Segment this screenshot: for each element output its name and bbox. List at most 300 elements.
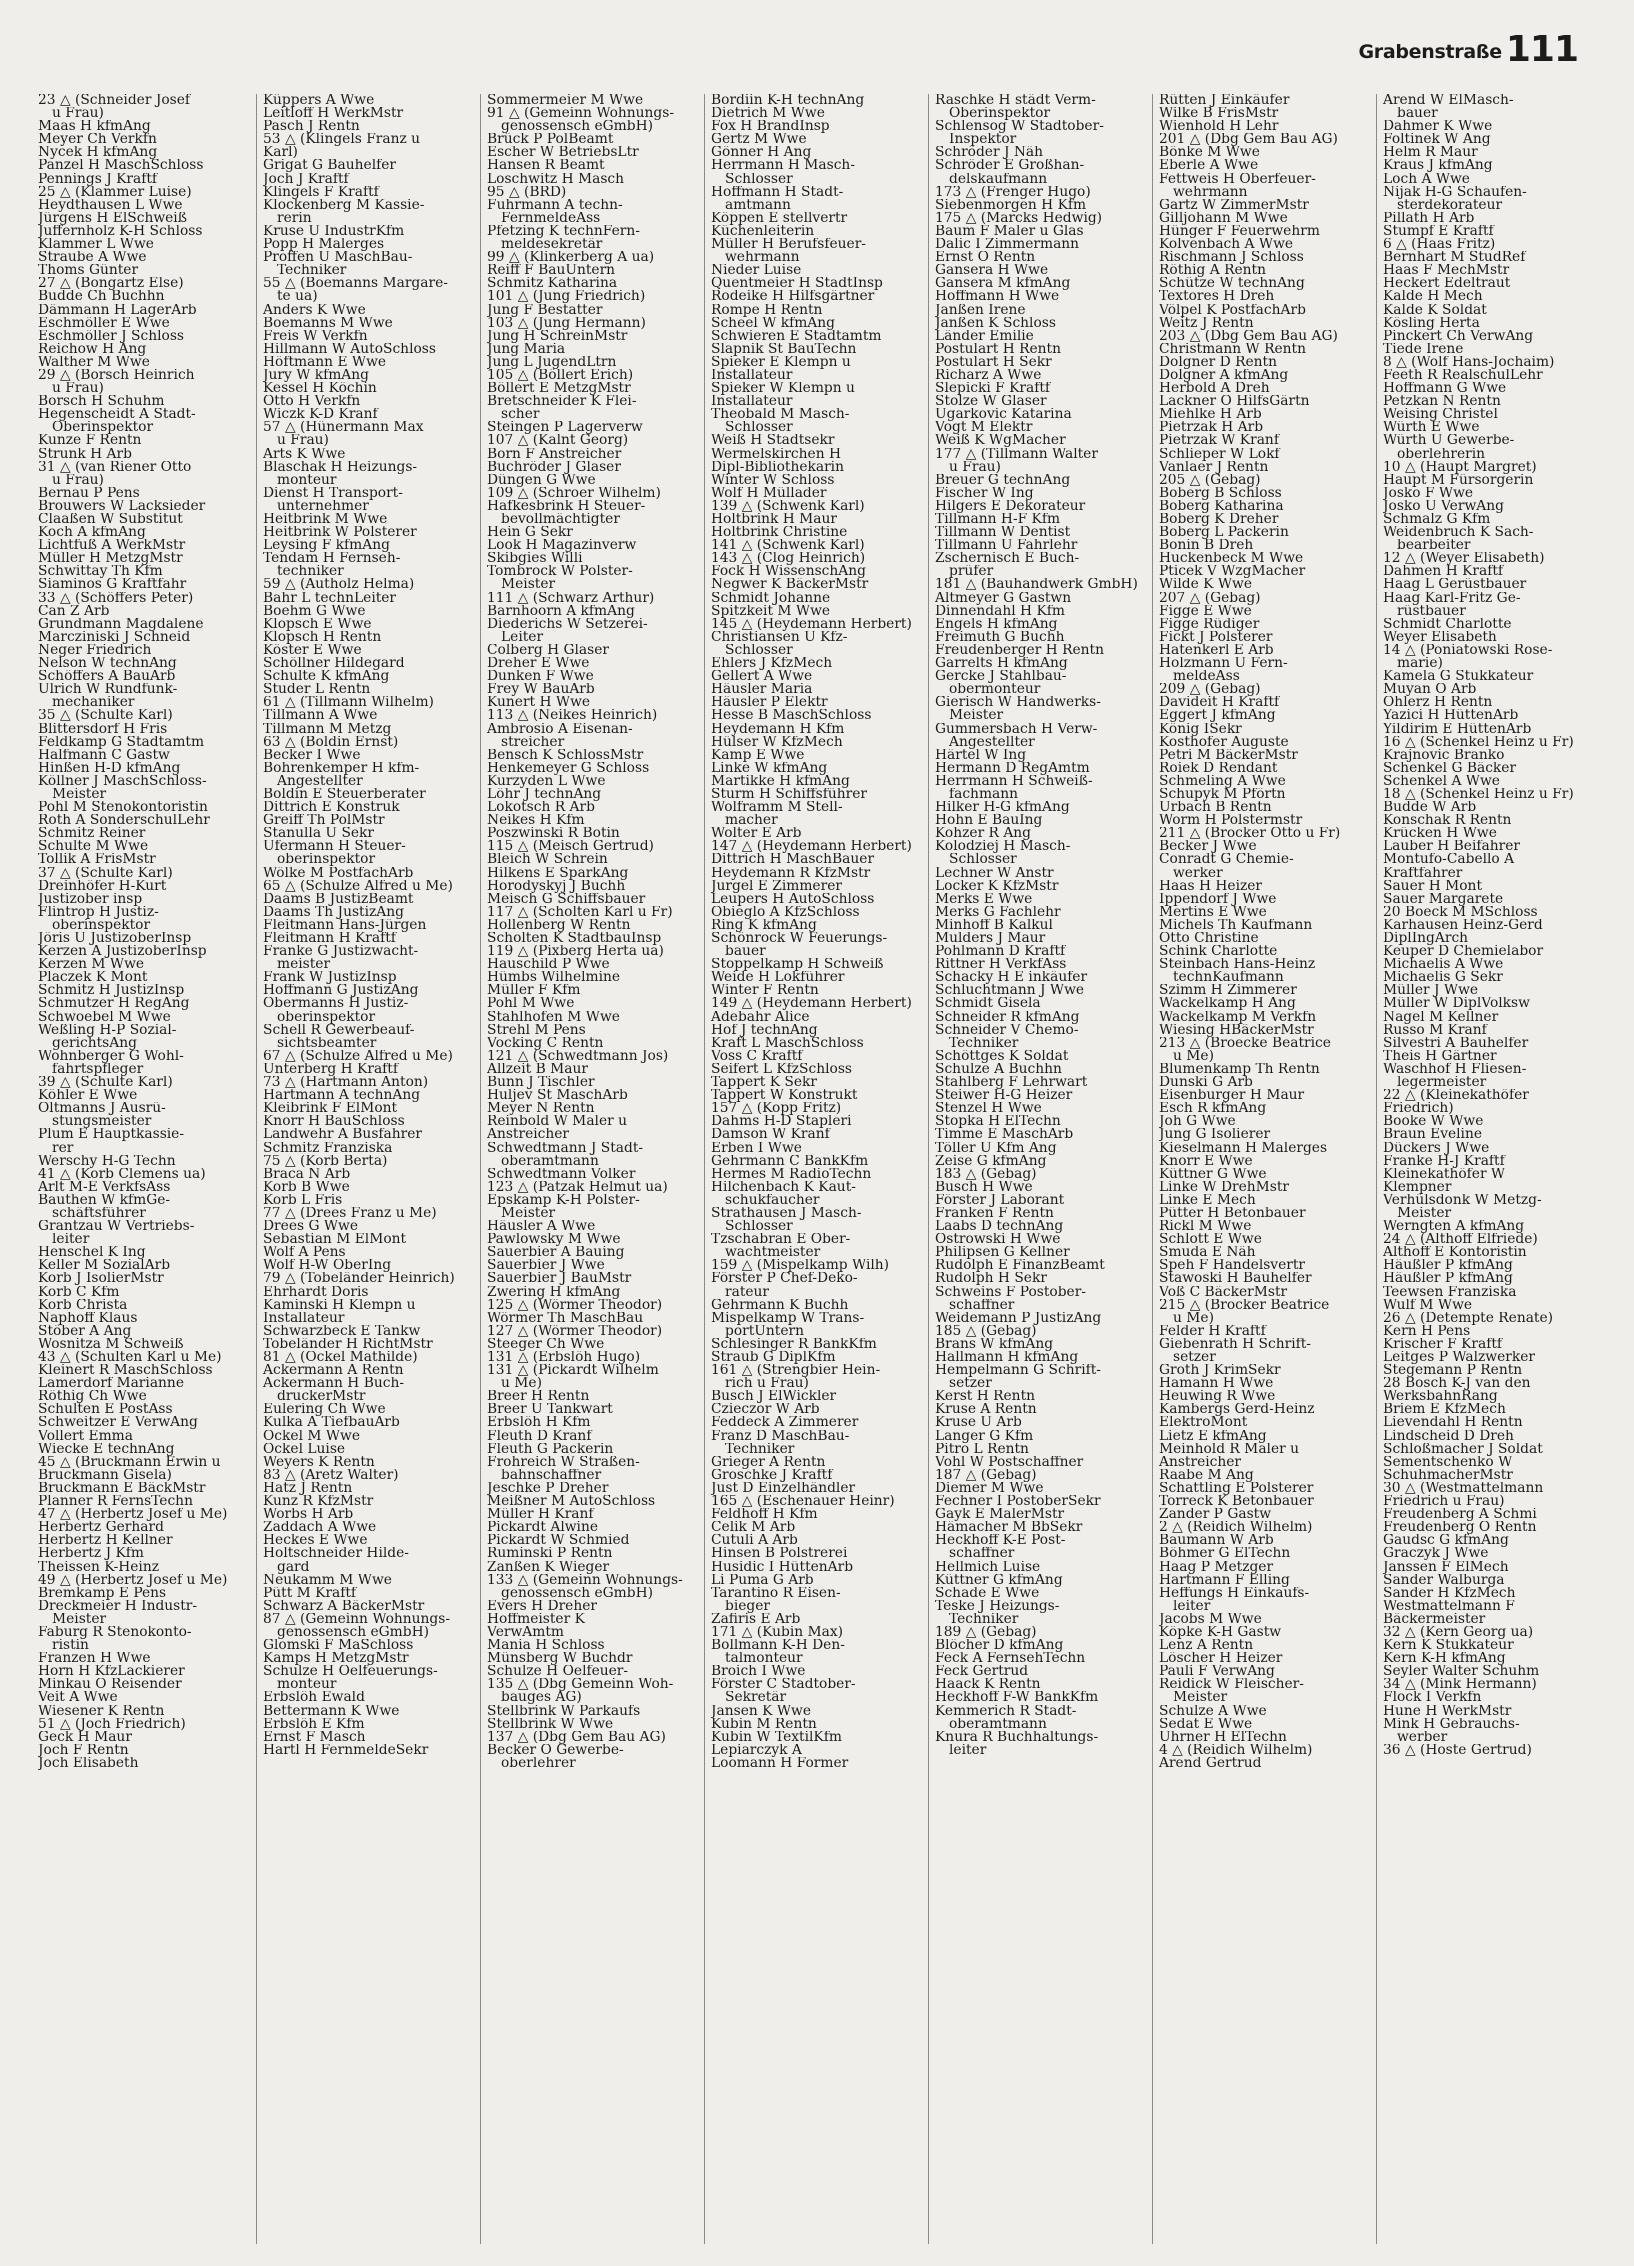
resident-entry: Linke W DrehMstr (1159, 1180, 1289, 1194)
resident-entry: Bensch K SchlossMstr (487, 748, 644, 762)
resident-entry: Smuda E Näh (1159, 1246, 1256, 1260)
house-number-entry: 63 △ (Boldin Ernst) (263, 735, 399, 749)
resident-entry: gerichtsAng (52, 1036, 137, 1050)
resident-entry: Barnhoorn A kfmAng (487, 604, 635, 618)
resident-entry: DiplIngArch (1383, 932, 1469, 946)
resident-entry: Dreher E Wwe (487, 657, 590, 671)
resident-entry: Strehl M Pens (487, 1023, 586, 1037)
resident-entry: Keuper D Chemielabor (1383, 945, 1544, 959)
resident-entry: Blumenkamp Th Rentn (1159, 1062, 1320, 1077)
resident-entry: Sauerbier J BauMstr (487, 1272, 632, 1286)
resident-entry: Holzmann U Fern- (1159, 657, 1288, 671)
resident-entry: Schacky H E inkäufer (935, 971, 1088, 985)
resident-entry: leiter (949, 1743, 987, 1757)
resident-entry: Tombrock W Polster- (487, 565, 633, 579)
resident-entry: Meister (949, 709, 1004, 723)
resident-entry: Hallmann H kfmAng (935, 1351, 1079, 1365)
resident-entry: Freimuth G Buchh (935, 630, 1065, 644)
resident-entry: Stawoski H Bauhelfer (1159, 1272, 1312, 1286)
resident-entry: oberlehrerin (1397, 447, 1486, 461)
resident-entry: Heydemann R KfzMstr (711, 866, 871, 880)
resident-entry: Jury W kfmAng (263, 368, 369, 383)
resident-entry: Herbold A Dreh (1159, 382, 1270, 396)
resident-entry: Schlott E Wwe (1159, 1233, 1262, 1247)
resident-entry: Franz D MaschBau- (711, 1429, 850, 1443)
resident-entry: Anders K Wwe (263, 303, 366, 317)
resident-entry: Schmitz H JustizInsp (38, 984, 185, 998)
resident-entry: Spitzkeit M Wwe (711, 604, 831, 618)
house-number-entry: 51 △ (Joch Friedrich) (38, 1717, 186, 1731)
resident-entry: Kerst H Rentn (935, 1390, 1035, 1404)
resident-entry: Förster C Stadtober- (711, 1678, 856, 1692)
resident-entry: Pticek V WzgMacher (1159, 565, 1306, 579)
house-number-entry: 111 △ (Schwarz Arthur) (487, 591, 655, 605)
resident-entry: Schlosser (725, 643, 793, 658)
resident-entry: Schmutzer H RegAng (38, 997, 190, 1011)
resident-entry: Schweitzer E VerwAng (38, 1416, 198, 1430)
resident-entry: Hein G Sekr (487, 526, 573, 540)
resident-entry: Gehrmann K Buchh (711, 1298, 849, 1312)
house-number-entry: 211 △ (Brocker Otto u Fr) (1159, 827, 1341, 841)
resident-entry: Gierisch W Handwerks- (935, 696, 1101, 710)
resident-entry: Waschhof H Fliesen- (1383, 1062, 1527, 1077)
resident-entry: Pohl M Stenokontoristin (38, 801, 208, 815)
resident-entry: Ernst F Masch (263, 1730, 366, 1744)
resident-entry: Ufermann H Steuer- (263, 840, 406, 854)
resident-entry: WerksbahnRang (1383, 1390, 1498, 1404)
resident-entry: u Me) (501, 1377, 542, 1391)
resident-entry: Küchenleiterin (711, 224, 815, 239)
resident-entry: Franke G Justizwacht- (263, 945, 419, 959)
resident-entry: marie) (1397, 657, 1443, 671)
resident-entry: Boberg B Schloss (1159, 486, 1282, 500)
resident-entry: Schattling E Polsterer (1159, 1481, 1314, 1496)
resident-entry: Mertins E Wwe (1159, 905, 1267, 919)
resident-entry: Leitges P Walzwerker (1383, 1351, 1535, 1365)
resident-entry: Husidic I HüttenArb (711, 1560, 854, 1574)
resident-entry: Dalic I Zimmermann (935, 238, 1080, 252)
resident-entry: Michaelis G Sekr (1383, 971, 1503, 985)
resident-entry: Borsch H Schuhm (38, 395, 165, 409)
resident-entry: Glomski F MaSchloss (263, 1639, 414, 1653)
resident-entry: Lindscheid D Dreh (1383, 1429, 1514, 1443)
resident-entry: Techniker (949, 1036, 1019, 1050)
resident-entry: Spieker E Klempn u (711, 355, 851, 369)
resident-entry: Stellbrink W Wwe (487, 1717, 614, 1731)
resident-entry: Schink Charlotte (1159, 945, 1278, 959)
resident-entry: Locker K KfzMstr (935, 879, 1059, 893)
resident-entry: Heuwing R Wwe (1159, 1390, 1276, 1404)
resident-entry: stungsmeister (52, 1115, 152, 1129)
resident-entry: Techniker (949, 1612, 1019, 1626)
resident-entry: Pohl M Wwe (487, 997, 575, 1011)
resident-entry: Schmitz Franziska (263, 1141, 393, 1155)
resident-entry: Jöris U JustizoberInsp (38, 932, 192, 946)
resident-entry: Krischer F Kraftf (1383, 1337, 1502, 1351)
resident-entry: Hartl H FernmeldeSekr (263, 1743, 429, 1757)
resident-entry: Heydemann H Kfm (711, 722, 845, 736)
resident-entry: Marcziniski J Schneid (38, 630, 191, 644)
resident-entry: Winter W Schloss (711, 473, 835, 487)
resident-entry: Eschmöller J Schloss (38, 329, 184, 343)
resident-entry: Wolf H-W OberIng (263, 1259, 392, 1273)
resident-entry: Boldin E Steuerberater (263, 787, 426, 802)
resident-entry: Schneider R kfmAng (935, 1010, 1080, 1024)
resident-entry: Schmidt Charlotte (1383, 617, 1512, 631)
house-number-entry: 207 △ (Gebag) (1159, 591, 1261, 605)
resident-entry: Häußler P kfmAng (1383, 1272, 1513, 1286)
resident-entry: Poszwinski R Botin (487, 827, 620, 841)
house-number-entry: 45 △ (Bruckmann Erwin u (38, 1455, 221, 1469)
resident-entry: Schluchtmann J Wwe (935, 984, 1085, 998)
house-number-entry: 137 △ (Dbg Gem Bau AG) (487, 1730, 666, 1744)
house-number-entry: 35 △ (Schulte Karl) (38, 709, 173, 723)
resident-entry: Kessel H Köchin (263, 382, 377, 396)
resident-entry: Fechner I PostoberSekr (935, 1495, 1101, 1509)
resident-entry: werker (1173, 866, 1223, 880)
directory-column-5 (928, 94, 1152, 2244)
resident-entry: Müller H MetzgMstr (38, 552, 183, 566)
resident-entry: Postulart H Rentn (935, 342, 1061, 356)
resident-entry: Korb J IsolierMstr (38, 1272, 164, 1286)
resident-entry: Figge E Wwe (1159, 604, 1252, 618)
resident-entry: Strathausen J Masch- (711, 1206, 862, 1221)
resident-entry: Frey W BauArb (487, 683, 595, 697)
resident-entry: Weidenbruch K Sach- (1383, 526, 1534, 540)
resident-entry: Pauli F VerwAng (1159, 1665, 1275, 1679)
resident-entry: Petri M BäckerMstr (1159, 748, 1298, 762)
resident-entry: Montufo-Cabello A (1383, 853, 1515, 867)
resident-entry: Tillmann H-F Kfm (935, 513, 1061, 527)
resident-entry: Jurgel E Zimmerer (711, 879, 842, 893)
resident-entry: Franke H-J Kraftf (1383, 1154, 1505, 1168)
resident-entry: Sauer Margarete (1383, 892, 1504, 906)
resident-entry: Kolodziej H Masch- (935, 840, 1071, 854)
resident-entry: Jacobs M Wwe (1159, 1612, 1262, 1626)
resident-entry: Lievendahl H Rentn (1383, 1416, 1523, 1430)
resident-entry: Gaudsc G kfmAng (1383, 1534, 1509, 1548)
resident-entry: Hegenscheidt A Stadt- (38, 408, 196, 422)
resident-entry: Siebenmorgen H Kfm (935, 198, 1087, 212)
resident-entry: Teske J Heizungs- (935, 1599, 1060, 1613)
resident-entry: Hilker H-G kfmAng (935, 801, 1070, 815)
resident-entry: Kern K Stukkateur (1383, 1639, 1514, 1653)
resident-entry: Korb B Wwe (263, 1180, 350, 1194)
house-number-entry: 145 △ (Heydemann Herbert) (711, 617, 912, 631)
resident-entry: Müller H Kranf (487, 1508, 594, 1522)
resident-entry: Figge Rüdiger (1159, 617, 1260, 631)
house-number-entry: 109 △ (Schroer Wilhelm) (487, 486, 661, 500)
resident-entry: Installateur (711, 368, 793, 383)
resident-entry: Schmitz Reiner (38, 827, 146, 841)
resident-entry: Kleinert R MaschSchloss (38, 1364, 213, 1378)
resident-entry: streicher (501, 735, 565, 749)
resident-entry: Eberle A Wwe (1159, 159, 1259, 173)
resident-entry: Stopka H ElTechn (935, 1115, 1061, 1129)
resident-entry: Stoppelkamp H Schweiß (711, 958, 884, 972)
resident-entry: Grundmann Magdalene (38, 617, 204, 631)
resident-entry: setzer (1173, 1351, 1216, 1365)
resident-entry: Christiansen U Kfz- (711, 630, 848, 644)
resident-entry: Skibgies Willi (487, 552, 583, 566)
resident-entry: Schmitz Katharina (487, 277, 618, 291)
resident-entry: Kosthofer Auguste (1159, 735, 1289, 749)
resident-entry: Cutuli A Arb (711, 1534, 798, 1548)
resident-entry: schäftsführer (52, 1206, 146, 1221)
resident-entry: Schöllner Hildegard (263, 657, 405, 671)
resident-entry: Lenz A Rentn (1159, 1639, 1254, 1653)
resident-entry: Nycek H kfmAng (38, 146, 158, 160)
house-number-entry: 39 △ (Schulte Karl) (38, 1076, 173, 1090)
resident-entry: Tillmann W Dentist (935, 526, 1071, 540)
resident-entry: Oltmanns J Ausrü- (38, 1102, 166, 1116)
resident-entry: Franken F Rentn (935, 1206, 1054, 1221)
house-number-entry: 95 △ (BRD) (487, 185, 567, 199)
resident-entry: u Frau) (52, 107, 104, 121)
resident-entry: Klopsch E Wwe (263, 617, 372, 631)
resident-entry: Slapnik St BauTechn (711, 342, 857, 356)
resident-entry: Lechner W Anstr (935, 866, 1054, 880)
resident-entry: Martikke H kfmAng (711, 774, 850, 788)
resident-entry: Naphoff Klaus (38, 1311, 138, 1325)
resident-entry: Klempner (1383, 1180, 1452, 1194)
resident-entry: oberinspektor (52, 918, 151, 932)
house-number-entry: 65 △ (Schulze Alfred u Me) (263, 879, 453, 893)
resident-entry: Raabe M Ang (1159, 1468, 1254, 1482)
resident-entry: Czieczor W Arb (711, 1403, 820, 1417)
resident-entry: Ockel M Wwe (263, 1429, 361, 1443)
resident-entry: rüstbauer (1397, 604, 1466, 618)
resident-entry: Wörmer Th MaschBau (487, 1311, 644, 1325)
resident-entry: Joh G Wwe (1159, 1115, 1236, 1129)
resident-entry: Schmidt Johanne (711, 591, 831, 605)
house-number-entry: 57 △ (Hünermann Max (263, 421, 424, 435)
resident-entry: Hamann H Wwe (1159, 1377, 1274, 1391)
resident-entry: Steiwer H-G Heizer (935, 1089, 1073, 1103)
resident-entry: Häusler Maria (711, 683, 813, 697)
resident-entry: obermonteur (949, 683, 1041, 697)
resident-entry: Schlosser (725, 172, 793, 186)
resident-entry: Kalde H Mech (1383, 290, 1483, 304)
resident-entry: Schneider V Chemo- (935, 1023, 1079, 1037)
resident-entry: portUntern (725, 1324, 804, 1338)
resident-entry: u Me) (1173, 1049, 1214, 1063)
resident-entry: Uhrner H ElTechn (1159, 1730, 1287, 1744)
resident-entry: Hof J technAng (711, 1023, 818, 1037)
resident-entry: Hillmann W AutoSchloss (263, 342, 436, 356)
resident-entry: rich u Frau) (725, 1377, 809, 1391)
resident-entry: Vohl W Postschaffner (935, 1455, 1084, 1469)
resident-entry: Reinbold W Maler u (487, 1115, 627, 1129)
resident-entry: Löhr J technAng (487, 787, 602, 802)
resident-entry: Müller J Wwe (1383, 984, 1479, 998)
resident-entry: Henschel K Ing (38, 1246, 146, 1260)
house-number-entry: 12 △ (Weyer Elisabeth) (1383, 552, 1545, 566)
resident-entry: Härtel W Ing (935, 748, 1027, 762)
resident-entry: Hesse B MaschSchloss (711, 709, 872, 723)
resident-entry: Weyers K Rentn (263, 1455, 375, 1469)
resident-entry: Loomann H Former (711, 1756, 849, 1770)
resident-entry: Schwittay Th Kfm (38, 565, 163, 579)
resident-entry: ElektroMont (1159, 1416, 1248, 1430)
resident-entry: Schlesinger R BankKfm (711, 1337, 877, 1351)
resident-entry: Bretschneider K Flei- (487, 395, 637, 409)
resident-entry: Kleinekathöfer W (1383, 1167, 1506, 1181)
resident-entry: Becker J Wwe (1159, 840, 1257, 854)
resident-entry: Jung G Isolierer (1159, 1128, 1271, 1142)
resident-entry: Häusler A Wwe (487, 1220, 596, 1234)
resident-entry: Gartz W ZimmerMstr (1159, 198, 1309, 212)
resident-entry: Bohrenkemper H kfm- (263, 761, 420, 775)
resident-entry: wachtmeister (725, 1246, 821, 1260)
resident-entry: Schwoebel M Wwe (38, 1010, 171, 1024)
resident-entry: Worbs H Arb (263, 1508, 354, 1522)
resident-entry: Urbach B Rentn (1159, 801, 1272, 815)
resident-entry: Landwehr A Busfahrer (263, 1128, 422, 1142)
resident-entry: Stöber A Ang (38, 1324, 132, 1338)
resident-entry: Buchröder J Glaser (487, 460, 621, 474)
house-number-entry: 103 △ (Jung Hermann) (487, 316, 646, 330)
resident-entry: Heckes E Wwe (263, 1534, 368, 1548)
house-number-entry: 105 △ (Böllert Erich) (487, 368, 634, 383)
resident-entry: Holtbrink H Maur (711, 513, 838, 527)
resident-entry: Schwedtmann J Stadt- (487, 1141, 644, 1155)
resident-entry: Gayk E MalerMstr (935, 1508, 1065, 1522)
resident-entry: Nieder Luise (711, 264, 802, 278)
house-number-entry: 26 △ (Detempte Renate) (1383, 1311, 1554, 1325)
resident-entry: Evers H Dreher (487, 1599, 597, 1613)
resident-entry: Scholten K StadtbauInsp (487, 932, 662, 946)
resident-entry: Klopsch H Rentn (263, 630, 382, 644)
resident-entry: Oberinspektor (52, 421, 154, 435)
resident-entry: Schenkel A Wwe (1383, 774, 1500, 788)
resident-entry: Hämacher M BbSekr (935, 1521, 1083, 1535)
resident-entry: Tzschabran E Ober- (711, 1233, 851, 1247)
resident-entry: Tillmann M Metzg (263, 722, 392, 736)
resident-entry: Damson W Kranf (711, 1128, 830, 1142)
resident-entry: Zeise G kfmAng (935, 1154, 1047, 1168)
resident-entry: scher (501, 408, 540, 422)
resident-entry: Dolgner A kfmAng (1159, 368, 1289, 383)
resident-entry: Kruse A Rentn (935, 1403, 1037, 1417)
resident-entry: Veit A Wwe (38, 1691, 118, 1705)
resident-entry: Ehrhardt Doris (263, 1285, 369, 1299)
resident-entry: Sander Walburga (1383, 1573, 1505, 1587)
resident-entry: Rudolph H Sekr (935, 1272, 1047, 1286)
resident-entry: Hinsen B Polstrerei (711, 1547, 848, 1561)
resident-entry: Kerzen M Wwe (38, 958, 145, 972)
resident-entry: Fleuth G Packerin (487, 1442, 614, 1456)
resident-entry: Hünger F Feuerwehrm (1159, 224, 1320, 239)
resident-entry: Roiek D Rendant (1159, 761, 1278, 775)
resident-entry: Tappert K Sekr (711, 1076, 817, 1090)
resident-entry: Placzek K Mont (38, 971, 148, 985)
house-number-entry: 73 △ (Hartmann Anton) (263, 1076, 429, 1090)
resident-entry: Reichow H Ang (38, 342, 147, 356)
resident-entry: Stellbrink W Parkaufs (487, 1704, 641, 1718)
resident-entry: Rütten J Einkäufer (1159, 94, 1290, 108)
resident-entry: Brans W kfmAng (935, 1337, 1054, 1351)
resident-entry: bauer (1397, 107, 1438, 121)
resident-entry: Epskamp K-H Polster- (487, 1193, 640, 1207)
resident-entry: Zander P Gastw (1159, 1508, 1272, 1522)
resident-entry: Meinhold R Maler u (1159, 1442, 1299, 1456)
resident-entry: Würth E Wwe (1383, 421, 1480, 435)
resident-entry: Hoffmann H Stadt- (711, 185, 844, 199)
resident-entry: Klammer L Wwe (38, 238, 154, 252)
resident-entry: Pitro L Rentn (935, 1442, 1029, 1456)
resident-entry: Juffernholz K-H Schloss (38, 224, 203, 239)
resident-entry: Schweins F Postober- (935, 1285, 1086, 1299)
house-number-entry: 20 Boeck M MSchloss (1383, 905, 1538, 919)
directory-column-4 (704, 94, 928, 2244)
resident-entry: Born F Anstreicher (487, 447, 622, 461)
resident-entry: Stegemann P Rentn (1383, 1364, 1523, 1378)
resident-entry: Textores H Dreh (1159, 290, 1275, 304)
resident-entry: Dolgner D Rentn (1159, 355, 1277, 369)
directory-column-2 (256, 94, 480, 2244)
resident-entry: Fuhrmann A techn- (487, 198, 623, 212)
resident-entry: Halfmann C Gastw (38, 748, 170, 762)
resident-entry: Kamps H MetzgMstr (263, 1652, 409, 1666)
resident-entry: Kerzen A JustizoberInsp (38, 945, 207, 959)
resident-entry: Broich I Wwe (711, 1665, 806, 1679)
resident-entry: oberamtmann (949, 1717, 1047, 1731)
resident-entry: Köpke K-H Gastw (1159, 1625, 1282, 1640)
resident-entry: Haas H Heizer (1159, 879, 1263, 893)
resident-entry: Vollert Emma (38, 1429, 133, 1443)
resident-entry: Wolter E Arb (711, 827, 802, 841)
resident-entry: Pickardt Alwine (487, 1521, 599, 1535)
resident-entry: Breer U Tankwart (487, 1403, 613, 1417)
house-number-entry: 215 △ (Brocker Beatrice (1159, 1298, 1330, 1312)
resident-entry: Torreck K Betonbauer (1159, 1495, 1314, 1509)
resident-entry: Friedrich u Frau) (1383, 1495, 1505, 1509)
resident-entry: Vogt M Elektr (935, 421, 1033, 435)
house-number-entry: 14 △ (Poniatowski Rose- (1383, 643, 1553, 658)
resident-entry: Haack K Rentn (935, 1678, 1041, 1692)
resident-entry: Herrmann H Masch- (711, 159, 855, 173)
resident-entry: Leiter (501, 630, 544, 644)
resident-entry: Popp H Malerges (263, 238, 385, 252)
resident-entry: Panzel H MaschSchloss (38, 159, 204, 173)
resident-entry: Boberg K Dreher (1159, 513, 1279, 527)
resident-entry: Jung F Bestatter (487, 303, 603, 317)
resident-entry: Franzen H Wwe (38, 1652, 151, 1666)
resident-entry: Lauber H Beifahrer (1383, 840, 1520, 854)
house-number-entry: 173 △ (Frenger Hugo) (935, 185, 1091, 199)
resident-entry: Hoffmann G Wwe (1383, 382, 1507, 396)
resident-entry: Arend W ElMasch- (1383, 94, 1514, 108)
house-number-entry: 18 △ (Schenkel Heinz u Fr) (1383, 787, 1574, 802)
resident-entry: Jansen K Wwe (711, 1704, 812, 1718)
resident-entry: Loch A Wwe (1383, 172, 1470, 186)
resident-entry: Diemer M Wwe (935, 1481, 1044, 1496)
resident-entry: Grigat G Bauhelfer (263, 159, 397, 173)
house-number-entry: 2 △ (Reidich Wilhelm) (1159, 1521, 1313, 1535)
resident-entry: Drees G Wwe (263, 1220, 359, 1234)
resident-entry: Minhoff B Kalkul (935, 918, 1053, 932)
house-number-entry: 23 △ (Schneider Josef (38, 94, 191, 108)
resident-entry: Fleitmann Hans-Jürgen (263, 918, 427, 932)
resident-entry: Verhülsdonk W Metzg- (1383, 1193, 1542, 1207)
resident-entry: Seyler Walter Schuhm (1383, 1665, 1540, 1679)
resident-entry: talmonteur (725, 1652, 803, 1666)
resident-entry: Herbertz H Kellner (38, 1534, 173, 1548)
resident-entry: Kruse U Arb (935, 1416, 1022, 1430)
resident-entry: Installateur (263, 1311, 345, 1325)
resident-entry: Theobald M Masch- (711, 408, 850, 422)
